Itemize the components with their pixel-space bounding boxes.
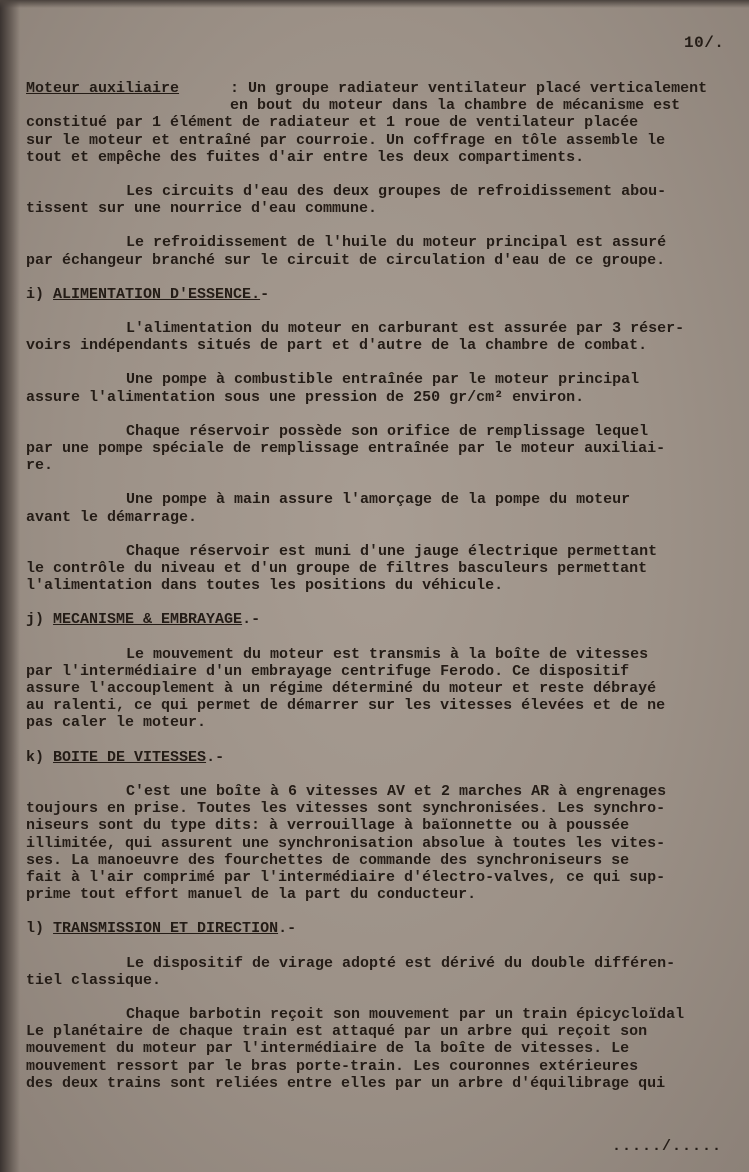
text-line: mouvement du moteur par l'intermédiaire de la boîte de vitesses. Le [26, 1040, 630, 1058]
moteur-auxiliaire-paragraph [26, 80, 744, 166]
paragraph [26, 955, 744, 989]
text-line: tissent sur une nourrice d'eau commune. [26, 200, 378, 218]
section-heading-j: j) MECANISME & EMBRAYAGE.- [26, 611, 261, 629]
section-title: ALIMENTATION D'ESSENCE. [53, 285, 261, 303]
text-line: pas caler le moteur. [26, 714, 207, 732]
paragraph [26, 423, 744, 475]
page-top-shadow [0, 0, 749, 8]
section-title: MECANISME & EMBRAYAGE [53, 611, 243, 629]
text-line: voirs indépendants situés de part et d'autre de la chambre de combat. [26, 337, 648, 355]
text-line: illimitée, qui assurent une synchronisation absolue à toutes les vites- [26, 834, 666, 852]
continuation-mark: ...../..... [612, 1138, 723, 1155]
section-letter: j) [26, 611, 45, 629]
moteur-auxiliaire-label: Moteur auxiliaire [26, 80, 180, 97]
section-j-paragraphs [26, 646, 744, 732]
section-title: BOITE DE VITESSES [53, 748, 207, 766]
text-line: constitué par 1 élément de radiateur et 1 roue de ventilateur placée [26, 114, 639, 132]
section-title: TRANSMISSION ET DIRECTION [53, 920, 279, 938]
paragraph [26, 783, 744, 903]
text-line: prime tout effort manuel de la part du conducteur. [26, 886, 477, 904]
text-line: des deux trains sont reliées entre elles par un arbre d'équilibrage qui [26, 1074, 666, 1092]
text-line: Le planétaire de chaque train est attaqué par un arbre qui reçoit son [26, 1023, 648, 1041]
section-k-paragraphs [26, 783, 744, 903]
text-line: mouvement ressort par le bras porte-train. Les couronnes extérieures [26, 1057, 639, 1075]
text-line: Une pompe à main assure l'amorçage de la pompe du moteur [126, 491, 631, 509]
text-line: Chaque barbotin reçoit son mouvement par un train épicycloïdal [126, 1005, 685, 1023]
page-left-shadow [0, 0, 20, 1172]
section-letter: k) [26, 748, 45, 766]
text-line: Chaque réservoir est muni d'une jauge électrique permettant [126, 542, 658, 560]
text-line: sur le moteur et entraîné par courroie. Un coffrage en tôle assemble le [26, 131, 666, 149]
paragraph [26, 371, 744, 405]
text-line: C'est une boîte à 6 vitesses AV et 2 marches AR à engrenages [126, 782, 667, 800]
text-line: l'alimentation dans toutes les positions du véhicule. [26, 577, 504, 595]
text-line: le contrôle du niveau et d'un groupe de filtres basculeurs permettant [26, 560, 648, 578]
paragraph [26, 234, 744, 268]
paragraph [26, 320, 744, 354]
text-line: tiel classique. [26, 971, 162, 989]
section-heading-l: l) TRANSMISSION ET DIRECTION.- [26, 920, 297, 938]
paragraph [26, 646, 744, 732]
text-line: assure l'alimentation sous une pression de 250 gr/cm² environ. [26, 388, 585, 406]
text-line: en bout du moteur dans la chambre de mécanisme est [230, 97, 681, 115]
text-line: Le dispositif de virage adopté est dérivé du double différen- [126, 954, 676, 972]
text-line: par une pompe spéciale de remplissage entraînée par le moteur auxiliai- [26, 440, 666, 458]
text-line: ses. La manoeuvre des fourchettes de commande des synchroniseurs se [26, 851, 630, 869]
text-line: L'alimentation du moteur en carburant est assurée par 3 réser- [126, 320, 685, 338]
text-line: par échangeur branché sur le circuit de circulation d'eau de ce groupe. [26, 251, 666, 269]
paragraph [26, 183, 744, 217]
page-number: 10/. [684, 34, 725, 52]
section-letter: l) [26, 920, 45, 938]
text-line: Le refroidissement de l'huile du moteur principal est assuré [126, 234, 667, 252]
text-line: Chaque réservoir possède son orifice de remplissage lequel [126, 422, 649, 440]
text-line: avant le démarrage. [26, 508, 198, 526]
text-line: : Un groupe radiateur ventilateur placé verticalement [230, 80, 708, 97]
text-line: tout et empêche des fuites d'air entre les deux compartiments. [26, 148, 585, 166]
text-line: Les circuits d'eau des deux groupes de refroidissement abou- [126, 183, 667, 201]
text-line: au ralenti, ce qui permet de démarrer sur les vitesses élevées et de ne [26, 697, 666, 715]
text-line: par l'intermédiaire d'un embrayage centrifuge Ferodo. Ce dispositif [26, 662, 630, 680]
section-heading-i: i) ALIMENTATION D'ESSENCE.- [26, 285, 270, 303]
paragraph [26, 1006, 744, 1092]
text-line: assure l'accouplement à un régime déterminé du moteur et reste débrayé [26, 680, 657, 698]
paragraph [26, 491, 744, 525]
cooling-paragraphs [26, 183, 744, 269]
section-letter: i) [26, 285, 45, 303]
text-line: niseurs sont du type dits: à verrouillage à baïonnette ou à poussée [26, 817, 630, 835]
section-heading-k: k) BOITE DE VITESSES.- [26, 748, 225, 766]
text-line: Le mouvement du moteur est transmis à la boîte de vitesses [126, 645, 649, 663]
document-body [26, 80, 744, 1109]
paragraph [26, 543, 744, 595]
section-l-paragraphs [26, 955, 744, 1092]
text-line: toujours en prise. Toutes les vitesses sont synchronisées. Les synchro- [26, 800, 666, 818]
text-line: fait à l'air comprimé par l'intermédiaire d'électro-valves, ce qui sup- [26, 868, 666, 886]
text-line: Une pompe à combustible entraînée par le moteur principal [126, 371, 640, 389]
section-i-paragraphs [26, 320, 744, 594]
text-line: re. [26, 457, 54, 475]
